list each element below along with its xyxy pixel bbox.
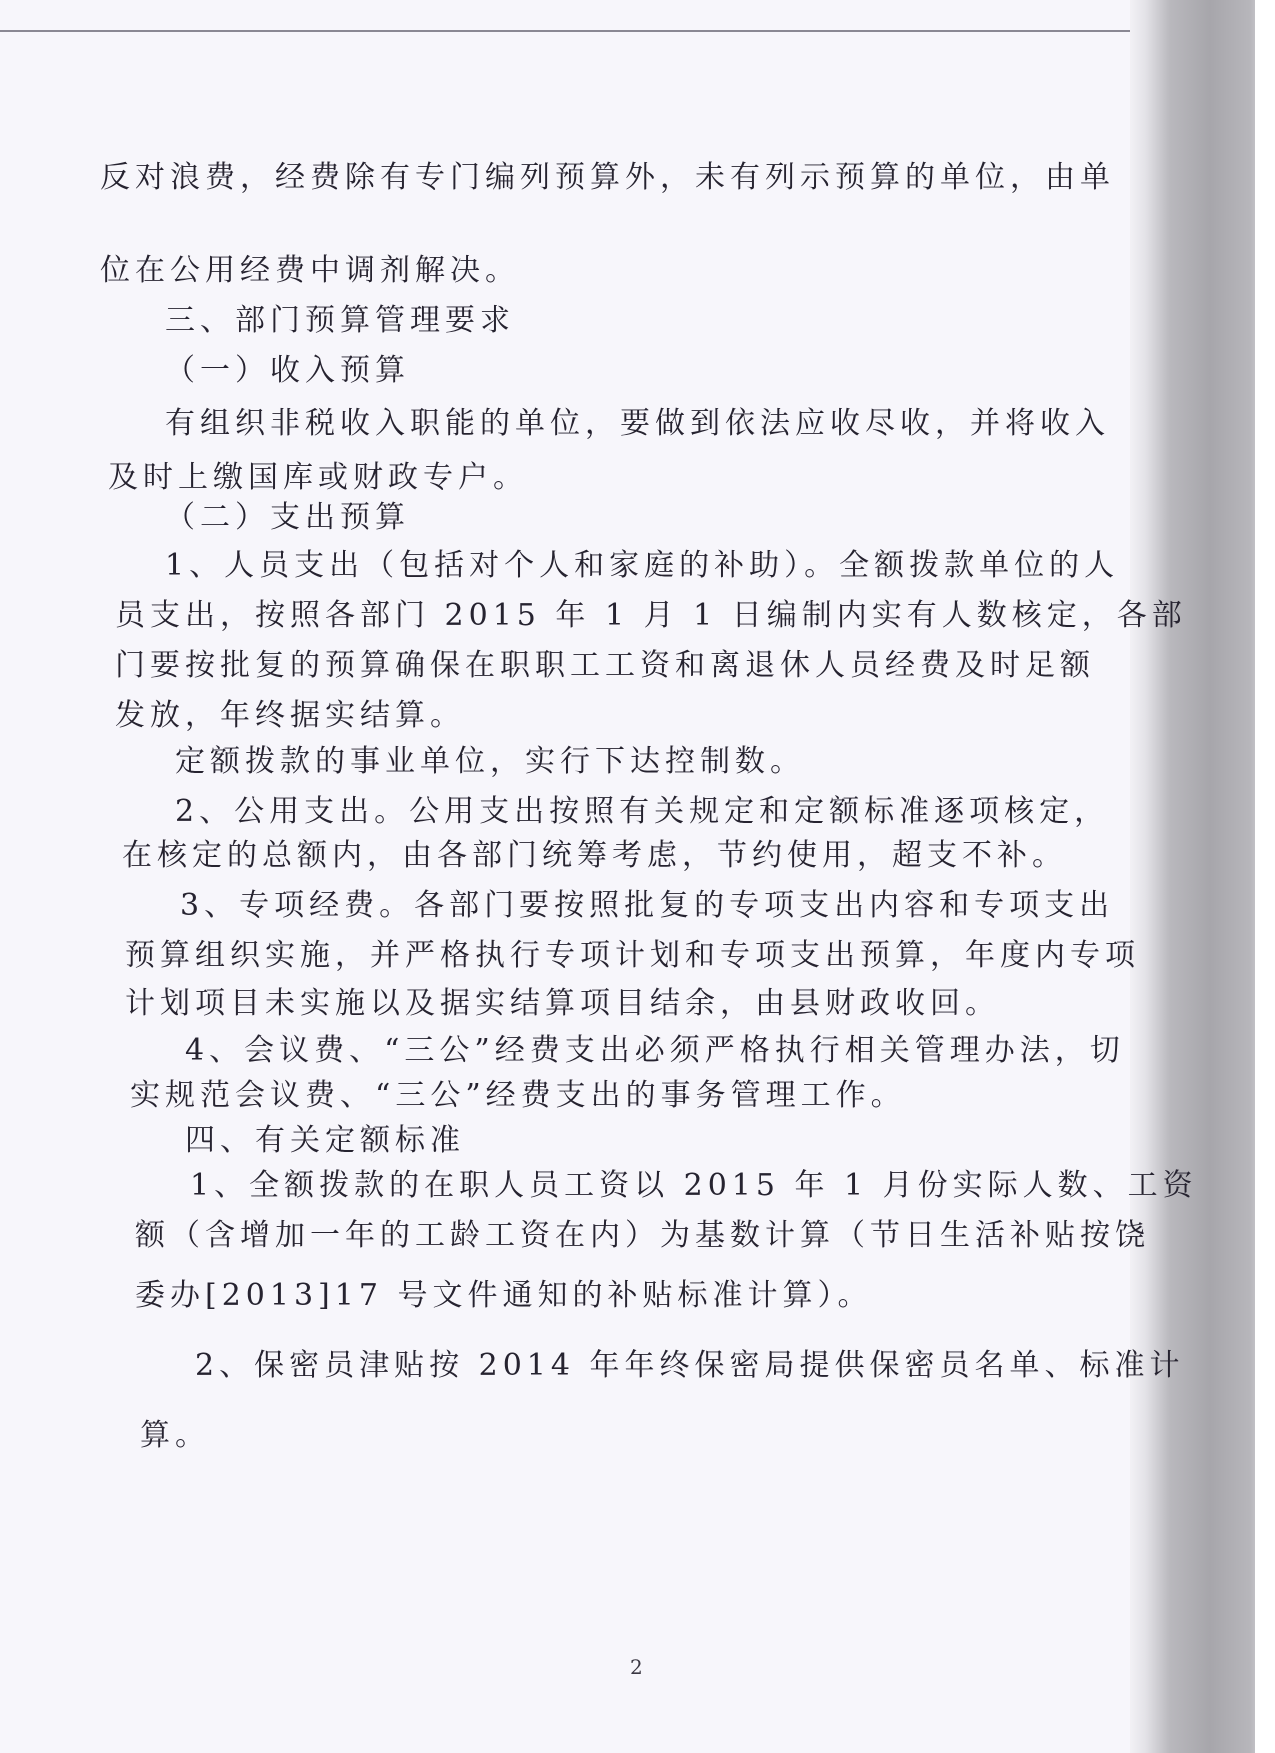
text-line: 预算组织实施，并严格执行专项计划和专项支出预算，年度内专项 xyxy=(125,938,1140,973)
binding-edge xyxy=(1255,0,1275,1753)
subsection-heading: （二）支出预算 xyxy=(165,500,410,535)
binding-shadow xyxy=(1130,0,1275,1753)
text-line: 在核定的总额内，由各部门统筹考虑，节约使用，超支不补。 xyxy=(122,838,1067,873)
text-line: 反对浪费，经费除有专门编列预算外，未有列示预算的单位，由单 xyxy=(100,160,1115,195)
page-number: 2 xyxy=(630,1655,643,1679)
text-line: 发放，年终据实结算。 xyxy=(115,698,465,733)
text-line: 位在公用经费中调剂解决。 xyxy=(100,253,520,288)
subsection-heading: （一）收入预算 xyxy=(165,353,410,388)
text-line: 实规范会议费、“三公”经费支出的事务管理工作。 xyxy=(130,1078,906,1113)
text-line: 3、专项经费。各部门要按照批复的专项支出内容和专项支出 xyxy=(180,888,1115,923)
text-line: 员支出，按照各部门 2015 年 1 月 1 日编制内实有人数核定，各部 xyxy=(115,598,1187,633)
text-line: 有组织非税收入职能的单位，要做到依法应收尽收，并将收入 xyxy=(165,406,1110,441)
top-rule xyxy=(0,30,1150,32)
text-line: 额（含增加一年的工龄工资在内）为基数计算（节日生活补贴按饶 xyxy=(135,1218,1150,1253)
text-line: 定额拨款的事业单位，实行下达控制数。 xyxy=(175,744,805,779)
text-line: 4、会议费、“三公”经费支出必须严格执行相关管理办法，切 xyxy=(185,1033,1125,1068)
text-line: 1、全额拨款的在职人员工资以 2015 年 1 月份实际人数、工资 xyxy=(190,1168,1198,1203)
text-line: 1、人员支出（包括对个人和家庭的补助）。全额拨款单位的人 xyxy=(165,548,1120,583)
section-heading: 三、部门预算管理要求 xyxy=(165,303,515,338)
text-line: 及时上缴国库或财政专户。 xyxy=(108,460,528,495)
text-line: 门要按批复的预算确保在职职工工资和离退休人员经费及时足额 xyxy=(115,648,1095,683)
text-line: 2、公用支出。公用支出按照有关规定和定额标准逐项核定， xyxy=(175,794,1110,829)
text-line: 委办[2013]17 号文件通知的补贴标准计算）。 xyxy=(135,1278,873,1313)
text-line: 2、保密员津贴按 2014 年年终保密局提供保密员名单、标准计 xyxy=(195,1348,1185,1383)
text-line: 算。 xyxy=(140,1418,210,1453)
text-line: 计划项目未实施以及据实结算项目结余，由县财政收回。 xyxy=(125,986,1000,1021)
section-heading: 四、有关定额标准 xyxy=(185,1123,465,1158)
